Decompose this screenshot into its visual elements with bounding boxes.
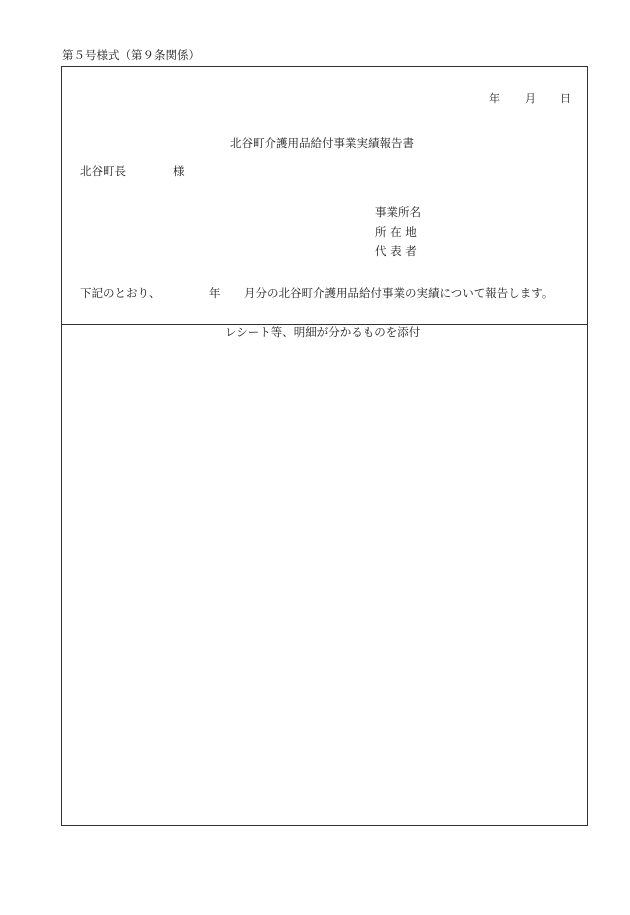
addressee-honorific: 様 (173, 164, 185, 178)
date-year-label: 年 (489, 92, 500, 105)
document-title: 北谷町介護用品給付事業実績報告書 (230, 136, 414, 150)
report-text-suffix: 月分の北谷町介護用品給付事業の実績について報告します。 (244, 286, 554, 300)
report-text-prefix: 下記のとおり、 (80, 286, 161, 300)
attachment-note: レシート等、明細が分かるものを添付 (225, 325, 421, 339)
report-year-label: 年 (209, 286, 221, 300)
sender-location-label: 所 在 地 (375, 225, 417, 239)
addressee-name: 北谷町長 (80, 164, 126, 178)
sender-office-label: 事業所名 (375, 205, 421, 219)
date-day-label: 日 (560, 92, 571, 105)
form-number-label: 第５号様式（第９条関係） (62, 48, 200, 62)
sender-representative-label: 代 表 者 (375, 244, 417, 258)
form-frame (61, 66, 588, 826)
date-month-label: 月 (525, 92, 536, 105)
